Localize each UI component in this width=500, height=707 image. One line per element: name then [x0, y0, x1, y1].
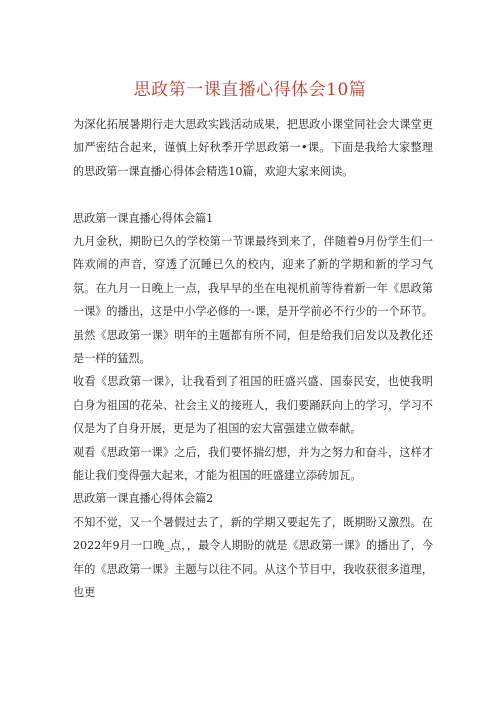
document-title: 思政第一课直播心得体会10篇 [133, 80, 367, 100]
document-body [73, 113, 433, 605]
section-1 [73, 207, 433, 488]
section-heading: 思政第一课直播心得体会篇1 [73, 211, 214, 225]
section-paragraph: 观看《思政第一课》之后，我们要怀揣幻想，并为之努力和奋斗，这样才能让我们变得强大起来，才能为祖国的旺盛建立添砖加瓦。 [73, 445, 433, 483]
section-paragraph: 收看《思政第一课》，让我看到了祖国的旺盛兴盛、国泰民安，也使我明白身为祖国的花朵、社会主义的接班人，我们要踊跃向上的学习，学习不仅是为了自身开展，更是为了祖国的宏大富强建立做奉献。 [73, 375, 433, 436]
section-paragraph: 九月金秋，期盼已久的学校第一节课最终到来了，伴随着9月份学生们一阵欢闹的声音，穿透了沉睡已久的校内，迎来了新的学期和新的学习气氛。在九月一日晚上一点，我早早的坐在电视机前等待着新一年《思政第一课》的播出，这是中小学必修的一-课，是开学前必不行少的一个环节。虽然《思政第一课》明年的主题都有所不同，但是给我们启发以及教化还是一样的猛烈。 [73, 235, 433, 366]
section-heading: 思政第一课直播心得体会篇2 [73, 492, 214, 506]
section-2 [73, 487, 433, 604]
intro-paragraph: 为深化拓展暑期行走大思政实践活动成果，把思政小课堂同社会大课堂更加严密结合起来，谨慎上好秋季开学思政第一•课。下面是我给大家整理的思政第一课直播心得体会精选10篇，欢迎大家来阅读。 [73, 118, 433, 178]
section-paragraph: 不知不觉，又一个暑假过去了，新的学期又要起先了，既期盼又激烈。在2022年9月一口晚_点，，最令人期盼的就是《思政第一课》的播出了，今年的《思政第一课》主题与以往不同。从这个节目中，我收获很多道理，也更 [73, 515, 433, 600]
